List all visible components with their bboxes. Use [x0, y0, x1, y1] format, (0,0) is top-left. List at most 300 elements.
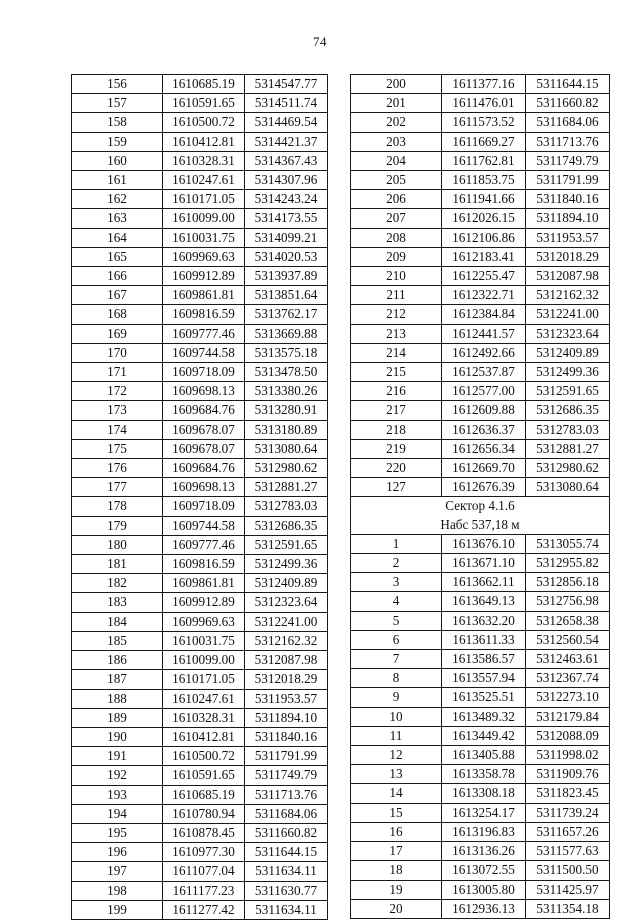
x-coordinate-cell: 1609861.81	[163, 574, 245, 593]
point-number-cell: 212	[351, 305, 442, 324]
x-coordinate-cell: 1612636.37	[442, 420, 526, 439]
x-coordinate-cell: 1610500.72	[163, 113, 245, 132]
point-number-cell: 9	[351, 688, 442, 707]
y-coordinate-cell: 5311953.57	[526, 228, 610, 247]
y-coordinate-cell: 5312162.32	[245, 631, 328, 650]
y-coordinate-cell: 5311634.11	[245, 900, 328, 919]
point-number-cell: 20	[351, 899, 442, 918]
page-number: 74	[313, 34, 327, 49]
table-row	[351, 669, 610, 688]
y-coordinate-cell: 5312955.82	[526, 554, 610, 573]
point-number-cell: 215	[351, 363, 442, 382]
table-row	[72, 94, 328, 113]
y-coordinate-cell: 5311500.50	[526, 861, 610, 880]
x-coordinate-cell: 1612492.66	[442, 343, 526, 362]
point-number-cell: 198	[72, 881, 163, 900]
x-coordinate-cell: 1613072.55	[442, 861, 526, 880]
y-coordinate-cell: 5312241.00	[526, 305, 610, 324]
point-number-cell: 185	[72, 631, 163, 650]
point-number-cell: 186	[72, 651, 163, 670]
x-coordinate-cell: 1610780.94	[163, 804, 245, 823]
x-coordinate-cell: 1609969.63	[163, 612, 245, 631]
table-row	[351, 707, 610, 726]
x-coordinate-cell: 1610878.45	[163, 823, 245, 842]
table-row	[72, 766, 328, 785]
x-coordinate-cell: 1612936.13	[442, 899, 526, 918]
point-number-cell: 175	[72, 439, 163, 458]
y-coordinate-cell: 5312323.64	[245, 593, 328, 612]
y-coordinate-cell: 5311840.16	[526, 190, 610, 209]
point-number-cell: 171	[72, 363, 163, 382]
point-number-cell: 13	[351, 765, 442, 784]
y-coordinate-cell: 5312560.54	[526, 630, 610, 649]
table-row	[351, 382, 610, 401]
table-row	[351, 151, 610, 170]
x-coordinate-cell: 1613676.10	[442, 534, 526, 553]
x-coordinate-cell: 1611277.42	[163, 900, 245, 919]
y-coordinate-cell: 5311749.79	[245, 766, 328, 785]
x-coordinate-cell: 1609777.46	[163, 324, 245, 343]
point-number-cell: 197	[72, 862, 163, 881]
point-number-cell: 205	[351, 171, 442, 190]
point-number-cell: 209	[351, 247, 442, 266]
table-row	[351, 650, 610, 669]
point-number-cell: 213	[351, 324, 442, 343]
point-number-cell: 127	[351, 478, 442, 497]
x-coordinate-cell: 1612255.47	[442, 267, 526, 286]
point-number-cell: 214	[351, 343, 442, 362]
y-coordinate-cell: 5313080.64	[245, 439, 328, 458]
y-coordinate-cell: 5314020.53	[245, 247, 328, 266]
y-coordinate-cell: 5313380.26	[245, 382, 328, 401]
point-number-cell: 1	[351, 534, 442, 553]
table-row	[72, 439, 328, 458]
section-title: Сектор 4.1.6	[445, 498, 515, 514]
y-coordinate-cell: 5313762.17	[245, 305, 328, 324]
table-row	[351, 75, 610, 94]
x-coordinate-cell: 1609684.76	[163, 401, 245, 420]
point-number-cell: 3	[351, 573, 442, 592]
table-row	[351, 420, 610, 439]
point-number-cell: 216	[351, 382, 442, 401]
x-coordinate-cell: 1610328.31	[163, 151, 245, 170]
y-coordinate-cell: 5312856.18	[526, 573, 610, 592]
x-coordinate-cell: 1610591.65	[163, 94, 245, 113]
y-coordinate-cell: 5314511.74	[245, 94, 328, 113]
y-coordinate-cell: 5311657.26	[526, 822, 610, 841]
y-coordinate-cell: 5312323.64	[526, 324, 610, 343]
y-coordinate-cell: 5311630.77	[245, 881, 328, 900]
table-row	[72, 670, 328, 689]
x-coordinate-cell: 1609698.13	[163, 382, 245, 401]
y-coordinate-cell: 5312881.27	[245, 478, 328, 497]
x-coordinate-cell: 1610412.81	[163, 132, 245, 151]
point-number-cell: 194	[72, 804, 163, 823]
point-number-cell: 181	[72, 555, 163, 574]
y-coordinate-cell: 5311998.02	[526, 746, 610, 765]
table-row	[351, 842, 610, 861]
table-row	[72, 689, 328, 708]
y-coordinate-cell: 5312881.27	[526, 439, 610, 458]
y-coordinate-cell: 5312018.29	[526, 247, 610, 266]
x-coordinate-cell: 1609718.09	[163, 363, 245, 382]
table-row	[351, 209, 610, 228]
y-coordinate-cell: 5311644.15	[245, 843, 328, 862]
table-row	[351, 286, 610, 305]
y-coordinate-cell: 5311577.63	[526, 842, 610, 861]
x-coordinate-cell: 1611077.04	[163, 862, 245, 881]
x-coordinate-cell: 1612441.57	[442, 324, 526, 343]
x-coordinate-cell: 1613649.13	[442, 592, 526, 611]
x-coordinate-cell: 1609678.07	[163, 420, 245, 439]
point-number-cell: 165	[72, 247, 163, 266]
point-number-cell: 161	[72, 171, 163, 190]
point-number-cell: 207	[351, 209, 442, 228]
x-coordinate-cell: 1612322.71	[442, 286, 526, 305]
table-row	[351, 459, 610, 478]
x-coordinate-cell: 1610500.72	[163, 747, 245, 766]
section-subtitle: Набс 537,18 м	[440, 516, 520, 532]
y-coordinate-cell: 5314421.37	[245, 132, 328, 151]
x-coordinate-cell: 1610099.00	[163, 651, 245, 670]
point-number-cell: 193	[72, 785, 163, 804]
point-number-cell: 17	[351, 842, 442, 861]
y-coordinate-cell: 5313937.89	[245, 267, 328, 286]
x-coordinate-cell: 1610591.65	[163, 766, 245, 785]
table-row	[351, 478, 610, 497]
x-coordinate-cell: 1610977.30	[163, 843, 245, 862]
table-row	[351, 439, 610, 458]
x-coordinate-cell: 1612384.84	[442, 305, 526, 324]
x-coordinate-cell: 1613136.26	[442, 842, 526, 861]
y-coordinate-cell: 5311660.82	[245, 823, 328, 842]
y-coordinate-cell: 5312241.00	[245, 612, 328, 631]
y-coordinate-cell: 5312686.35	[245, 516, 328, 535]
table-row	[72, 171, 328, 190]
x-coordinate-cell: 1612577.00	[442, 382, 526, 401]
table-row	[72, 113, 328, 132]
point-number-cell: 170	[72, 343, 163, 362]
y-coordinate-cell: 5312686.35	[526, 401, 610, 420]
y-coordinate-cell: 5312980.62	[526, 459, 610, 478]
point-number-cell: 163	[72, 209, 163, 228]
table-row	[351, 267, 610, 286]
y-coordinate-cell: 5311425.97	[526, 880, 610, 899]
y-coordinate-cell: 5313280.91	[245, 401, 328, 420]
y-coordinate-cell: 5313080.64	[526, 478, 610, 497]
point-number-cell: 159	[72, 132, 163, 151]
point-number-cell: 5	[351, 611, 442, 630]
y-coordinate-cell: 5313055.74	[526, 534, 610, 553]
point-number-cell: 162	[72, 190, 163, 209]
table-row	[351, 630, 610, 649]
y-coordinate-cell: 5311684.06	[245, 804, 328, 823]
y-coordinate-cell: 5312088.09	[526, 726, 610, 745]
y-coordinate-cell: 5311749.79	[526, 151, 610, 170]
x-coordinate-cell: 1609744.58	[163, 516, 245, 535]
x-coordinate-cell: 1609777.46	[163, 535, 245, 554]
x-coordinate-cell: 1613405.88	[442, 746, 526, 765]
table-row	[72, 612, 328, 631]
point-number-cell: 172	[72, 382, 163, 401]
y-coordinate-cell: 5311634.11	[245, 862, 328, 881]
point-number-cell: 2	[351, 554, 442, 573]
point-number-cell: 210	[351, 267, 442, 286]
table-row	[72, 881, 328, 900]
table-row	[72, 151, 328, 170]
table-row	[72, 651, 328, 670]
table-row	[351, 861, 610, 880]
y-coordinate-cell: 5311660.82	[526, 94, 610, 113]
x-coordinate-cell: 1611177.23	[163, 881, 245, 900]
point-number-cell: 160	[72, 151, 163, 170]
x-coordinate-cell: 1609678.07	[163, 439, 245, 458]
x-coordinate-cell: 1609718.09	[163, 497, 245, 516]
table-row	[351, 592, 610, 611]
right-table-body	[351, 75, 610, 919]
point-number-cell: 179	[72, 516, 163, 535]
point-number-cell: 217	[351, 401, 442, 420]
point-number-cell: 191	[72, 747, 163, 766]
left-table-body	[72, 75, 328, 920]
x-coordinate-cell: 1610412.81	[163, 727, 245, 746]
point-number-cell: 157	[72, 94, 163, 113]
y-coordinate-cell: 5312162.32	[526, 286, 610, 305]
x-coordinate-cell: 1610031.75	[163, 631, 245, 650]
y-coordinate-cell: 5312591.65	[245, 535, 328, 554]
point-number-cell: 183	[72, 593, 163, 612]
point-number-cell: 167	[72, 286, 163, 305]
table-row	[351, 726, 610, 745]
x-coordinate-cell: 1610685.19	[163, 785, 245, 804]
point-number-cell: 169	[72, 324, 163, 343]
x-coordinate-cell: 1609912.89	[163, 267, 245, 286]
table-row	[72, 497, 328, 516]
x-coordinate-cell: 1612656.34	[442, 439, 526, 458]
table-row	[72, 478, 328, 497]
x-coordinate-cell: 1611941.66	[442, 190, 526, 209]
point-number-cell: 189	[72, 708, 163, 727]
point-number-cell: 200	[351, 75, 442, 94]
x-coordinate-cell: 1612537.87	[442, 363, 526, 382]
point-number-cell: 204	[351, 151, 442, 170]
point-number-cell: 19	[351, 880, 442, 899]
y-coordinate-cell: 5312367.74	[526, 669, 610, 688]
table-row	[351, 611, 610, 630]
point-number-cell: 182	[72, 574, 163, 593]
y-coordinate-cell: 5311684.06	[526, 113, 610, 132]
point-number-cell: 206	[351, 190, 442, 209]
table-row	[72, 804, 328, 823]
table-row	[72, 555, 328, 574]
x-coordinate-cell: 1610031.75	[163, 228, 245, 247]
x-coordinate-cell: 1613449.42	[442, 726, 526, 745]
point-number-cell: 184	[72, 612, 163, 631]
table-row	[72, 132, 328, 151]
x-coordinate-cell: 1611377.16	[442, 75, 526, 94]
point-number-cell: 16	[351, 822, 442, 841]
point-number-cell: 6	[351, 630, 442, 649]
y-coordinate-cell: 5312783.03	[245, 497, 328, 516]
table-row	[72, 228, 328, 247]
table-row	[72, 516, 328, 535]
table-row	[351, 746, 610, 765]
point-number-cell: 18	[351, 861, 442, 880]
point-number-cell: 199	[72, 900, 163, 919]
x-coordinate-cell: 1612609.88	[442, 401, 526, 420]
y-coordinate-cell: 5314367.43	[245, 151, 328, 170]
point-number-cell: 164	[72, 228, 163, 247]
y-coordinate-cell: 5311791.99	[245, 747, 328, 766]
table-row	[351, 363, 610, 382]
table-row	[72, 747, 328, 766]
y-coordinate-cell: 5312658.38	[526, 611, 610, 630]
section-header-row	[351, 497, 610, 534]
y-coordinate-cell: 5313851.64	[245, 286, 328, 305]
x-coordinate-cell: 1613557.94	[442, 669, 526, 688]
point-number-cell: 173	[72, 401, 163, 420]
y-coordinate-cell: 5311894.10	[245, 708, 328, 727]
table-row	[72, 631, 328, 650]
y-coordinate-cell: 5312783.03	[526, 420, 610, 439]
y-coordinate-cell: 5312179.84	[526, 707, 610, 726]
x-coordinate-cell: 1613005.80	[442, 880, 526, 899]
y-coordinate-cell: 5312087.98	[526, 267, 610, 286]
y-coordinate-cell: 5314243.24	[245, 190, 328, 209]
point-number-cell: 202	[351, 113, 442, 132]
table-row	[72, 843, 328, 862]
point-number-cell: 219	[351, 439, 442, 458]
table-row	[72, 305, 328, 324]
point-number-cell: 4	[351, 592, 442, 611]
y-coordinate-cell: 5312409.89	[526, 343, 610, 362]
x-coordinate-cell: 1612106.86	[442, 228, 526, 247]
table-row	[72, 267, 328, 286]
x-coordinate-cell: 1610685.19	[163, 75, 245, 94]
table-row	[72, 785, 328, 804]
y-coordinate-cell: 5311840.16	[245, 727, 328, 746]
point-number-cell: 177	[72, 478, 163, 497]
y-coordinate-cell: 5312499.36	[526, 363, 610, 382]
table-row	[72, 209, 328, 228]
point-number-cell: 174	[72, 420, 163, 439]
y-coordinate-cell: 5311953.57	[245, 689, 328, 708]
x-coordinate-cell: 1609816.59	[163, 305, 245, 324]
table-row	[72, 708, 328, 727]
x-coordinate-cell: 1613632.20	[442, 611, 526, 630]
table-row	[72, 401, 328, 420]
y-coordinate-cell: 5313180.89	[245, 420, 328, 439]
table-row	[72, 593, 328, 612]
y-coordinate-cell: 5312591.65	[526, 382, 610, 401]
x-coordinate-cell: 1609744.58	[163, 343, 245, 362]
point-number-cell: 166	[72, 267, 163, 286]
point-number-cell: 10	[351, 707, 442, 726]
y-coordinate-cell: 5312018.29	[245, 670, 328, 689]
y-coordinate-cell: 5312980.62	[245, 459, 328, 478]
table-row	[72, 286, 328, 305]
table-row	[72, 420, 328, 439]
table-row	[351, 113, 610, 132]
x-coordinate-cell: 1612669.70	[442, 459, 526, 478]
table-row	[351, 899, 610, 918]
y-coordinate-cell: 5311909.76	[526, 765, 610, 784]
point-number-cell: 15	[351, 803, 442, 822]
y-coordinate-cell: 5311894.10	[526, 209, 610, 228]
table-row	[351, 228, 610, 247]
table-row	[72, 459, 328, 478]
table-row	[351, 132, 610, 151]
y-coordinate-cell: 5313669.88	[245, 324, 328, 343]
table-row	[351, 305, 610, 324]
table-row	[351, 324, 610, 343]
x-coordinate-cell: 1613358.78	[442, 765, 526, 784]
table-row	[351, 880, 610, 899]
y-coordinate-cell: 5314547.77	[245, 75, 328, 94]
table-row	[72, 823, 328, 842]
table-row	[351, 765, 610, 784]
table-row	[351, 803, 610, 822]
table-row	[72, 535, 328, 554]
y-coordinate-cell: 5314307.96	[245, 171, 328, 190]
point-number-cell: 211	[351, 286, 442, 305]
point-number-cell: 190	[72, 727, 163, 746]
x-coordinate-cell: 1613671.10	[442, 554, 526, 573]
y-coordinate-cell: 5313575.18	[245, 343, 328, 362]
table-row	[351, 190, 610, 209]
y-coordinate-cell: 5311791.99	[526, 171, 610, 190]
x-coordinate-cell: 1611762.81	[442, 151, 526, 170]
x-coordinate-cell: 1609816.59	[163, 555, 245, 574]
point-number-cell: 192	[72, 766, 163, 785]
section-header	[351, 497, 610, 534]
y-coordinate-cell: 5314099.21	[245, 228, 328, 247]
x-coordinate-cell: 1611853.75	[442, 171, 526, 190]
y-coordinate-cell: 5312409.89	[245, 574, 328, 593]
point-number-cell: 14	[351, 784, 442, 803]
table-row	[351, 343, 610, 362]
y-coordinate-cell: 5314173.55	[245, 209, 328, 228]
point-number-cell: 11	[351, 726, 442, 745]
x-coordinate-cell: 1613586.57	[442, 650, 526, 669]
point-number-cell: 12	[351, 746, 442, 765]
table-row	[72, 75, 328, 94]
point-number-cell: 203	[351, 132, 442, 151]
y-coordinate-cell: 5311713.76	[245, 785, 328, 804]
x-coordinate-cell: 1611669.27	[442, 132, 526, 151]
y-coordinate-cell: 5311644.15	[526, 75, 610, 94]
x-coordinate-cell: 1612676.39	[442, 478, 526, 497]
x-coordinate-cell: 1610247.61	[163, 689, 245, 708]
x-coordinate-cell: 1610171.05	[163, 190, 245, 209]
y-coordinate-cell: 5311739.24	[526, 803, 610, 822]
x-coordinate-cell: 1610328.31	[163, 708, 245, 727]
table-row	[72, 363, 328, 382]
table-row	[72, 190, 328, 209]
x-coordinate-cell: 1613308.18	[442, 784, 526, 803]
x-coordinate-cell: 1609912.89	[163, 593, 245, 612]
table-row	[351, 784, 610, 803]
point-number-cell: 201	[351, 94, 442, 113]
table-row	[351, 554, 610, 573]
y-coordinate-cell: 5312499.36	[245, 555, 328, 574]
y-coordinate-cell: 5312273.10	[526, 688, 610, 707]
x-coordinate-cell: 1613489.32	[442, 707, 526, 726]
table-row	[351, 247, 610, 266]
table-row	[72, 727, 328, 746]
table-row	[351, 822, 610, 841]
y-coordinate-cell: 5314469.54	[245, 113, 328, 132]
